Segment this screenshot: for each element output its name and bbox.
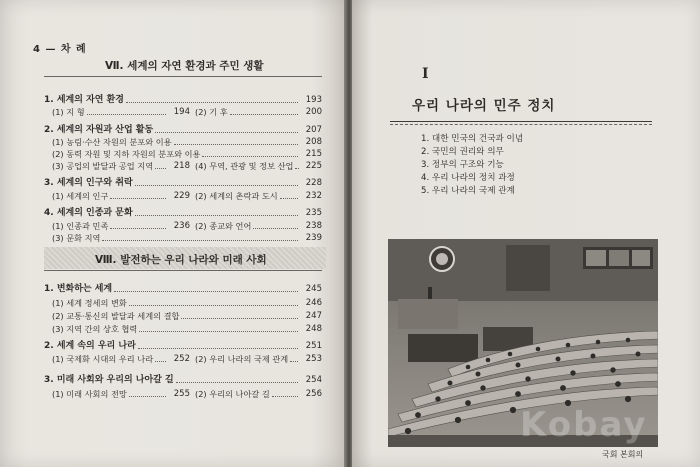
toc-entry-label: (1) 농림·수산 자원의 분포와 이용	[52, 137, 172, 147]
toc-page-number: 232	[305, 191, 322, 201]
toc-page-number: 254	[305, 375, 322, 385]
toc-leader	[138, 348, 298, 349]
chapter-number: Ⅰ	[422, 66, 429, 82]
toc-leader	[129, 305, 298, 306]
toc-entry-label: (2) 종교와 언어	[195, 221, 252, 231]
toc-page-number: 208	[305, 137, 322, 147]
toc-page-number: 255	[173, 389, 190, 399]
chapter-rule	[390, 121, 652, 122]
photo-caption: 국회 본회의	[602, 450, 644, 459]
toc-leader	[202, 156, 298, 157]
toc-page-number: 225	[305, 161, 322, 171]
section-rule	[44, 270, 322, 271]
toc-page-number: 193	[305, 95, 322, 105]
page-header: 4 — 차 례	[33, 44, 87, 55]
toc-page-number: 228	[305, 178, 322, 188]
toc-leader	[290, 361, 298, 362]
toc-entry-label: (3) 지역 간의 상호 협력	[52, 324, 138, 334]
toc-entry-label: (1) 세계의 인구	[52, 191, 109, 201]
toc-leader	[181, 318, 298, 319]
toc-entry-label: 4. 세계의 인종과 문화	[44, 208, 133, 218]
toc-entry-label: (2) 기 후	[195, 107, 228, 117]
toc-page-number: 251	[305, 341, 322, 351]
toc-entry-label: (2) 세계의 촌락과 도시	[195, 191, 278, 201]
toc-leader	[272, 396, 298, 397]
toc-leader	[295, 168, 299, 169]
chapter-item: 2. 국민의 권리와 의무	[421, 147, 504, 157]
toc-leader	[155, 361, 166, 362]
toc-entry-label: (3) 문화 지역	[52, 233, 101, 243]
toc-entry-label: (1) 국제화 시대의 우리 나라	[52, 354, 154, 364]
toc-leader	[102, 240, 298, 241]
section-title: Ⅶ. 세계의 자연 환경과 주민 생활	[105, 60, 264, 72]
toc-page-number: 235	[305, 208, 322, 218]
toc-page-number: 218	[173, 161, 190, 171]
toc-leader	[174, 144, 298, 145]
toc-entry-label: 2. 세계 속의 우리 나라	[44, 341, 136, 351]
toc-leader	[135, 215, 298, 216]
toc-entry-label: 3. 세계의 인구와 취락	[44, 178, 133, 188]
toc-entry-label: (1) 세계 정세의 변화	[52, 298, 127, 308]
chapter-title: 우리 나라의 민주 정치	[412, 98, 556, 114]
toc-page-number: 238	[305, 221, 322, 231]
toc-entry-label: (2) 우리의 나아갈 길	[195, 389, 270, 399]
toc-entry-label: (1) 미래 사회의 전망	[52, 389, 127, 399]
chapter-item: 5. 우리 나라의 국제 관계	[421, 186, 515, 196]
chapter-rule-dashed	[390, 124, 652, 125]
toc-entry-label: 3. 미래 사회와 우리의 나아갈 길	[44, 375, 174, 385]
toc-page-number: 207	[305, 125, 322, 135]
toc-leader	[155, 168, 166, 169]
toc-leader	[114, 291, 298, 292]
watermark: Kobay	[520, 405, 648, 445]
toc-page-number: 194	[173, 107, 190, 117]
section-title: Ⅷ. 발전하는 우리 나라와 미래 사회	[95, 254, 267, 266]
toc-entry-label: (1) 인종과 민족	[52, 221, 109, 231]
chapter-item: 3. 정부의 구조와 기능	[421, 160, 504, 170]
toc-entry-label: (2) 동력 자원 및 지하 자원의 분포와 이용	[52, 149, 201, 159]
toc-leader	[155, 132, 298, 133]
toc-page-number: 215	[305, 149, 322, 159]
toc-page-number: 246	[305, 298, 322, 308]
chapter-item: 1. 대한 민국의 건국과 이념	[421, 134, 524, 144]
toc-page-number: 256	[305, 389, 322, 399]
toc-page-number: 248	[305, 324, 322, 334]
toc-entry-label: (4) 무역, 관광 및 정보 산업	[195, 161, 294, 171]
toc-leader	[135, 185, 298, 186]
toc-leader	[129, 396, 166, 397]
toc-entry-label: (2) 우리 나라의 국제 관계	[195, 354, 289, 364]
toc-page-number: 253	[305, 354, 322, 364]
toc-leader	[280, 198, 298, 199]
section-rule	[44, 76, 322, 77]
toc-page-number: 247	[305, 311, 322, 321]
toc-leader	[87, 114, 166, 115]
toc-page-number: 200	[305, 107, 322, 117]
toc-page-number: 229	[173, 191, 190, 201]
toc-leader	[230, 114, 298, 115]
toc-entry-label: (3) 공업의 발달과 공업 지역	[52, 161, 154, 171]
toc-leader	[176, 382, 298, 383]
toc-leader	[126, 102, 298, 103]
toc-leader	[110, 198, 166, 199]
toc-page-number: 236	[173, 221, 190, 231]
toc-leader	[110, 228, 166, 229]
toc-entry-label: 1. 변화하는 세계	[44, 284, 113, 294]
toc-leader	[139, 331, 298, 332]
toc-leader	[253, 228, 298, 229]
toc-page-number: 252	[173, 354, 190, 364]
chapter-item: 4. 우리 나라의 정치 과정	[421, 173, 515, 183]
toc-entry-label: 1. 세계의 자연 환경	[44, 95, 124, 105]
toc-entry-label: (2) 교통·통신의 발달과 세계의 결합	[52, 311, 180, 321]
toc-page-number: 239	[305, 233, 322, 243]
toc-entry-label: (1) 지 형	[52, 107, 85, 117]
toc-page-number: 245	[305, 284, 322, 294]
toc-entry-label: 2. 세계의 자원과 산업 활동	[44, 125, 154, 135]
